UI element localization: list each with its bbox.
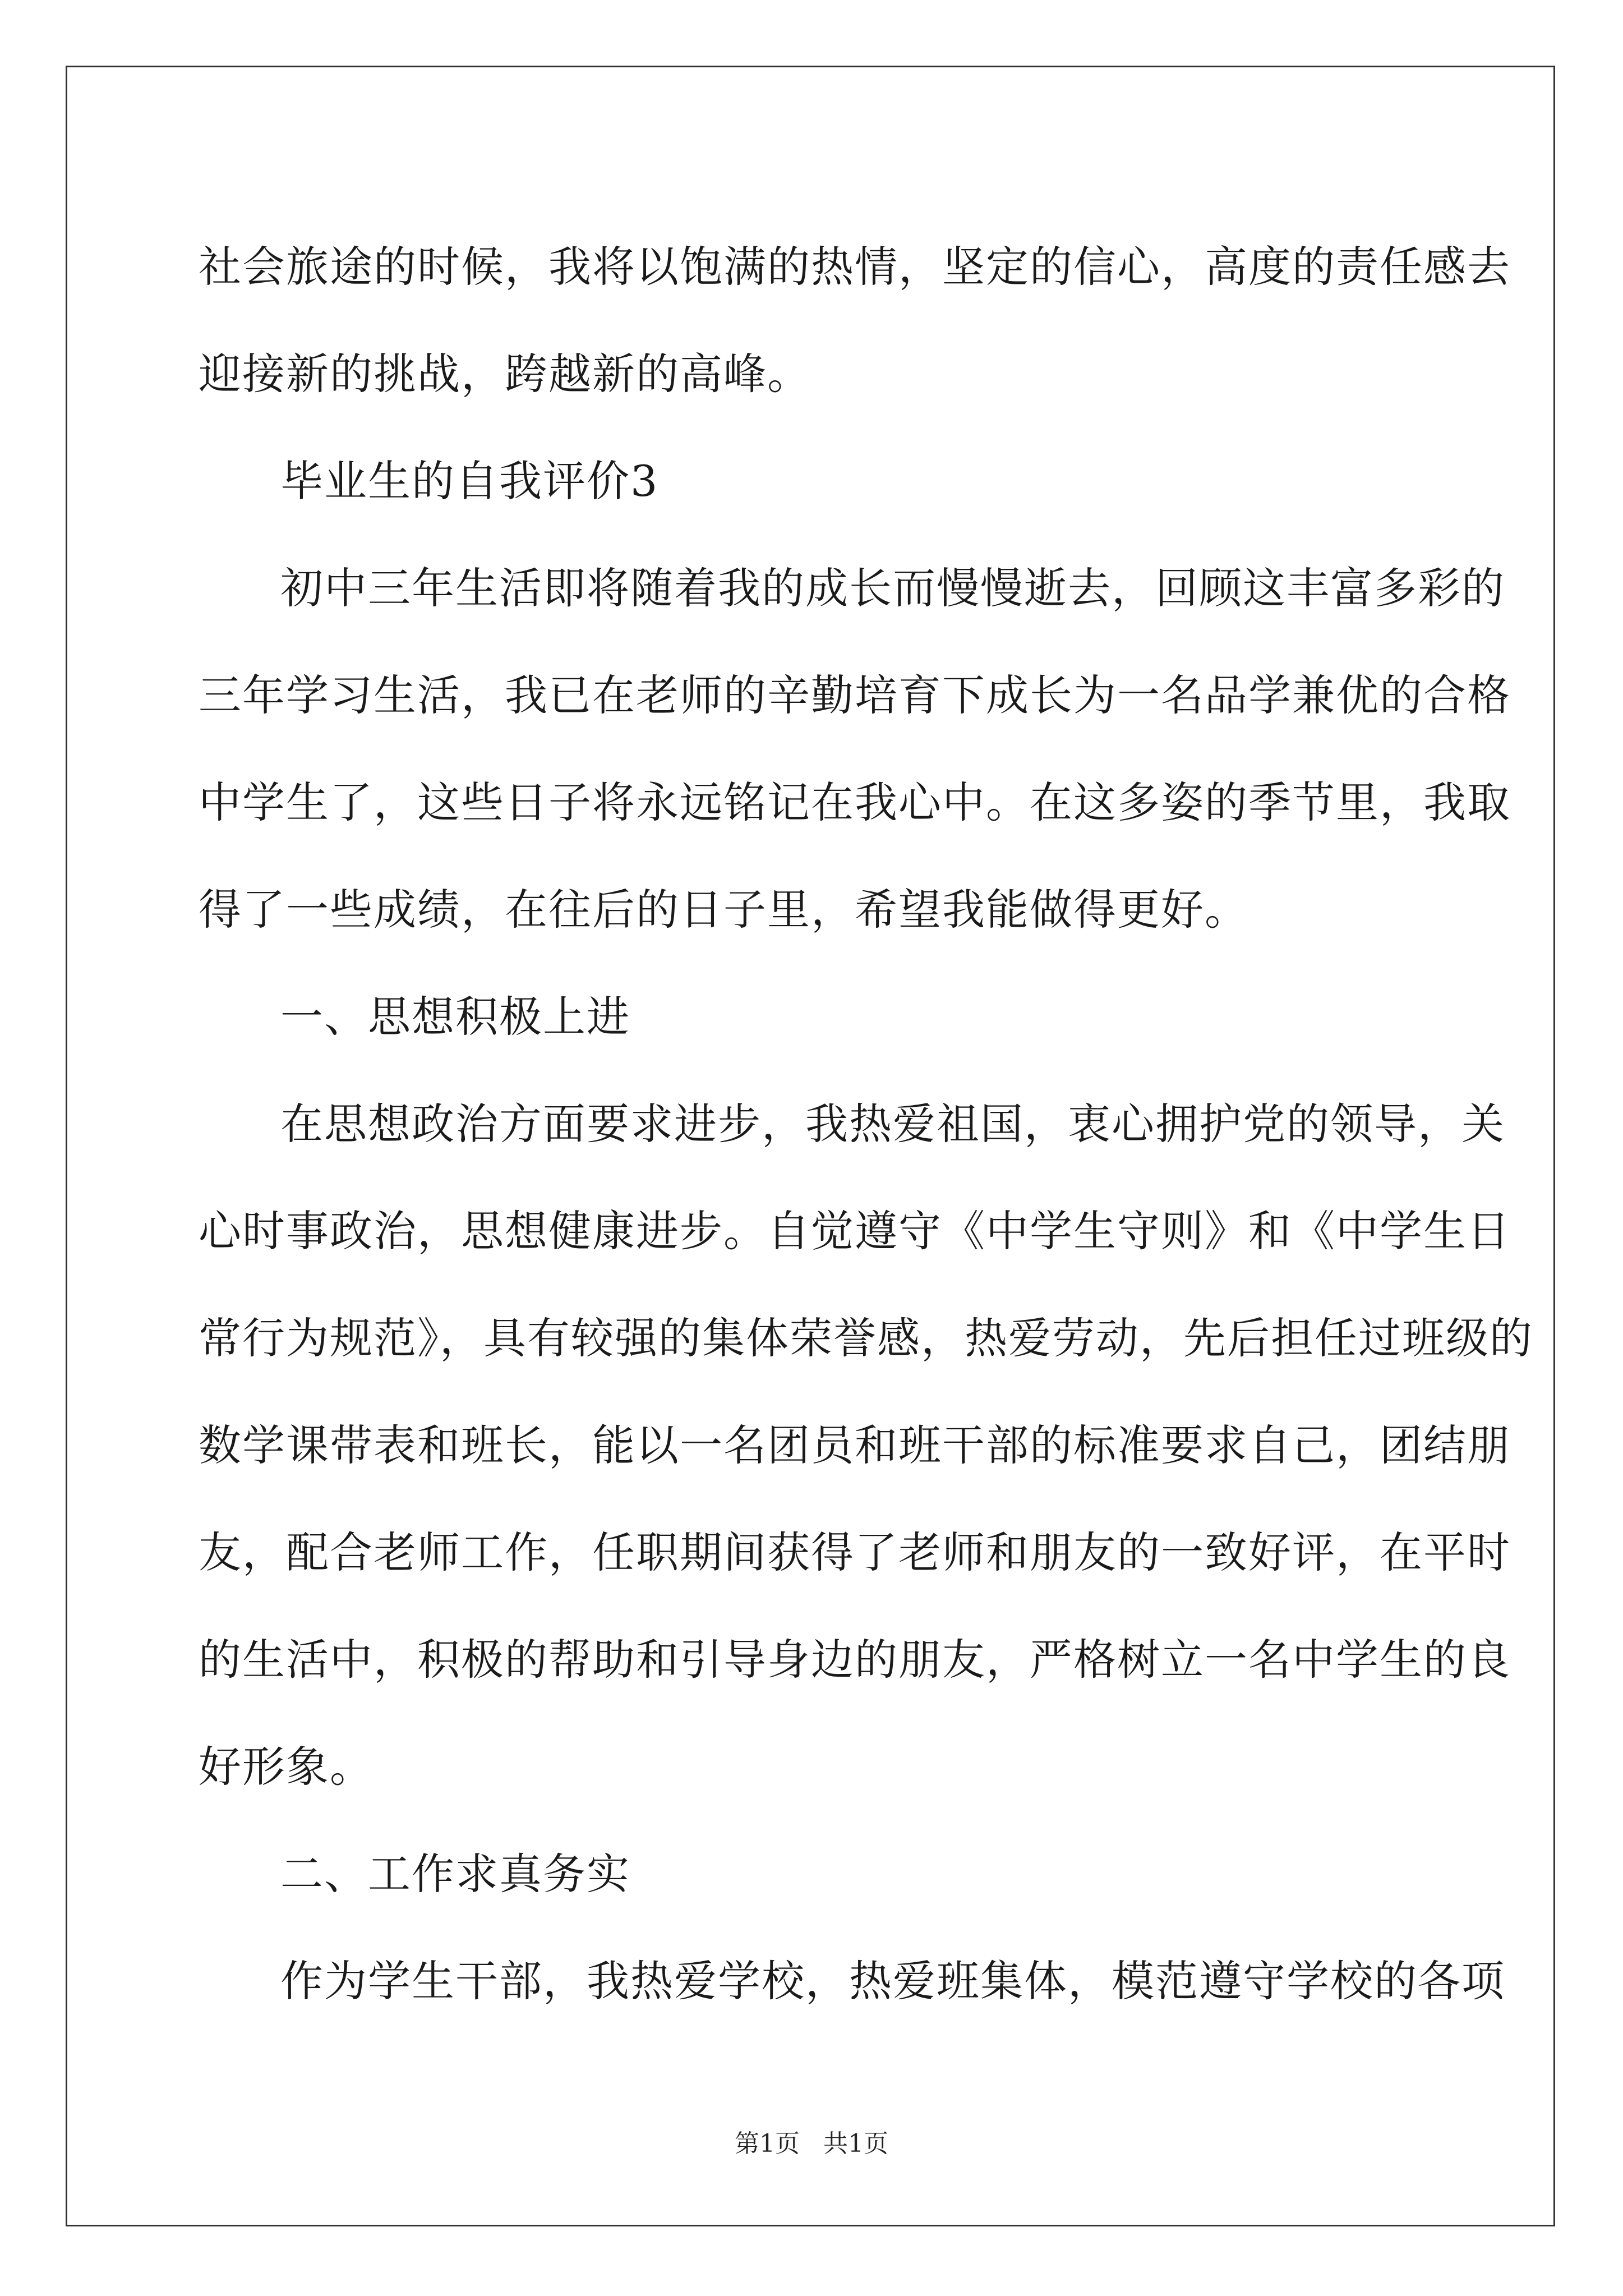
text-line: 心时事政治，思想健康进步。自觉遵守《中学生守则》和《中学生日 (199, 1206, 1511, 1256)
paragraph-body (199, 535, 1511, 963)
section-heading (199, 963, 1424, 1070)
text-line: 中学生了，这些日子将永远铭记在我心中。在这多姿的季节里，我取 (199, 777, 1511, 827)
text-line: 迎接新的挑战，跨越新的高峰。 (199, 349, 811, 399)
section-heading (199, 427, 1424, 535)
text-line: 好形象。 (199, 1742, 374, 1792)
heading-text: 毕业生的自我评价3 (280, 456, 659, 506)
paragraph-body (199, 1070, 1533, 1820)
text-line: 在思想政治方面要求进步，我热爱祖国，衷心拥护党的领导，关 (280, 1099, 1505, 1149)
text-line: 三年学习生活，我已在老师的辛勤培育下成长为一名品学兼优的合格 (199, 670, 1511, 720)
text-line: 初中三年生活即将随着我的成长而慢慢逝去，回顾这丰富多彩的 (280, 563, 1505, 613)
text-line: 的生活中，积极的帮助和引导身边的朋友，严格树立一名中学生的良 (199, 1635, 1511, 1685)
text-line: 得了一些成绩，在往后的日子里，希望我能做得更好。 (199, 885, 1248, 935)
text-line: 数学课带表和班长，能以一名团员和班干部的标准要求自己，团结朋 (199, 1420, 1511, 1470)
page-footer (0, 2127, 1623, 2161)
page-number: 第1页 (735, 2129, 800, 2158)
heading-text: 二、工作求真务实 (280, 1849, 630, 1899)
text-line: 社会旅途的时候，我将以饱满的热情，坚定的信心，高度的责任感去 (199, 242, 1511, 292)
section-heading (199, 1820, 1424, 1927)
paragraph-continuation (199, 213, 1511, 427)
paragraph-body (199, 1927, 1505, 2035)
text-line: 作为学生干部，我热爱学校，热爱班集体，模范遵守学校的各项 (280, 1956, 1505, 2006)
page-total: 共1页 (823, 2129, 888, 2158)
heading-text: 一、思想积极上进 (280, 992, 630, 1042)
text-line: 友，配合老师工作，任职期间获得了老师和朋友的一致好评，在平时 (199, 1527, 1511, 1577)
document-body (199, 213, 1533, 2035)
text-line: 常行为规范》，具有较强的集体荣誉感，热爱劳动，先后担任过班级的 (199, 1313, 1533, 1363)
